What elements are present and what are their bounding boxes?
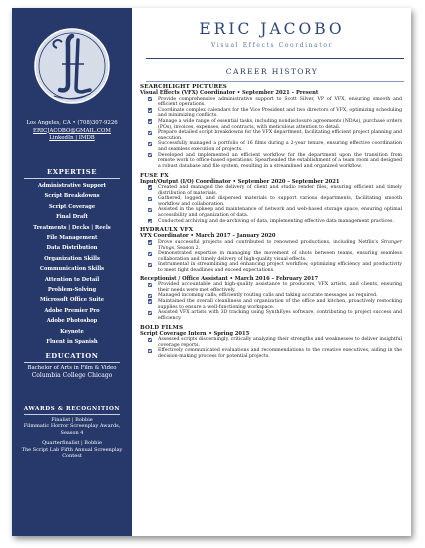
checkbox-bullet-icon (148, 119, 152, 123)
degree: Bachelor of Arts in Film & Video (27, 365, 117, 371)
checkbox-bullet-icon (148, 338, 152, 342)
career-heading: CAREER HISTORY (225, 67, 319, 76)
divider (24, 414, 120, 415)
responsibility-item: Coordinate complex calendars for the Vice President and two directors of VFX, optimizing scheduling and minimizing conflicts. (140, 108, 402, 119)
responsibility-item: Provided accountable and high-quality assistance to producers, VFX artists, and clients, ensuring their needs were met effectively. (140, 282, 402, 293)
checkbox-bullet-icon (148, 219, 152, 223)
job-role: Input/Output (I/O) Coordinator • September 2020 – September 2021 (140, 178, 340, 185)
checkbox-bullet-icon (148, 153, 152, 157)
monogram-logo (32, 26, 112, 106)
skill-item: Organization Skills (44, 255, 100, 262)
candidate-title: Visual Effects Coordinator (211, 42, 333, 49)
checkbox-bullet-icon (148, 283, 152, 287)
resume-page (12, 8, 411, 536)
expertise-section (12, 168, 132, 348)
jobs-list (140, 84, 402, 360)
awards-section (12, 406, 132, 459)
job-role: Visual Effects (VFX) Coordinator • September 2021 – Present (140, 90, 319, 96)
location-phone: Los Angeles, CA • (708)307-9226 (26, 120, 118, 126)
responsibility-item: Assisted VFX artists with 3D tracking using SynthEyes software, contributing to project success and efficiency. (140, 310, 402, 321)
skill-item: Administrative Support (37, 183, 107, 189)
skill-item: Adobe Premier Pro (44, 307, 100, 314)
skill-item: Communication Skills (39, 266, 105, 273)
responsibility-item: Assessed scripts discerningly, critically analyzing their strengths and weaknesses to deliver insightful coverage reports. (140, 337, 402, 348)
job-role: Receptionist / Office Assistant • March 2016 – February 2017 (140, 275, 319, 282)
responsibility-item: Developed and implemented an efficient workflow for the department upon the transition from remote work to office-based operations. Spearheaded the establishment of a team room and designed a robust database and file system, resulting in a streamlined and organized workflow. (140, 153, 402, 170)
company-name: BOLD FILMS (140, 324, 184, 331)
skill-item: Keynote (60, 328, 84, 335)
company-name: SEARCHLIGHT PICTURES (140, 84, 228, 90)
candidate-name: ERIC JACOBO (199, 20, 345, 38)
award-line: Finalist | Bobbie (51, 417, 93, 423)
responsibility-item: Successfully managed a portfolio of 16 films during a 2-year tenure, ensuring effective coordination and seamless execution of projects. (140, 141, 402, 152)
divider (24, 362, 120, 363)
skill-item: Treatments | Decks | Reels (33, 224, 111, 231)
checkbox-bullet-icon (148, 108, 152, 112)
checkbox-bullet-icon (148, 349, 152, 353)
responsibility-item: Demonstrated expertise in managing the movement of shots between teams, ensuring seamless collaboration and timely delivery of high-quality visual effects. (140, 251, 402, 262)
sidebar (12, 8, 132, 536)
checkbox-bullet-icon (148, 294, 152, 298)
responsibility-list (140, 185, 402, 224)
award-line: The Script Lab Fifth Annual Screenplay (21, 446, 123, 453)
skill-item: Adobe Photoshop (46, 318, 98, 325)
school: Columbia College Chicago (31, 372, 113, 380)
company-name: FUSE FX (140, 172, 169, 179)
responsibility-item: Drove successful projects and contributed to renowned productions, including Netflix's Stranger Things, Season 2. (140, 240, 402, 251)
career-rule (146, 81, 404, 82)
checkbox-bullet-icon (148, 97, 152, 101)
company-name: HYDRAULX VFX (140, 227, 194, 234)
skill-item: Script Breakdowns (44, 193, 100, 200)
responsibility-item: Provide comprehensive administrative support to Scott Silver, VP of VFX, ensuring smooth and efficient operations. (140, 97, 402, 108)
checkbox-bullet-icon (148, 311, 152, 315)
checkbox-bullet-icon (148, 185, 152, 189)
checkbox-bullet-icon (148, 240, 152, 244)
skill-item: Microsoft Office Suite (39, 297, 105, 304)
divider (24, 178, 120, 179)
education-section (12, 352, 132, 379)
responsibility-item: Maintained the overall cleanliness and organization of the office and kitchen, proactively restocking supplies to ensure a well-functioning workspace. (140, 299, 402, 310)
skill-item: Fluent in Spanish (46, 339, 98, 346)
skill-item: Script Coverage (48, 203, 96, 210)
responsibility-list (140, 240, 402, 274)
award-line: Contest (62, 453, 82, 460)
profile-links[interactable]: LinkedIn | IMDB (49, 135, 95, 142)
email-link[interactable]: ERICJACOBO@GMAIL.COM (33, 127, 111, 134)
responsibility-list (140, 337, 402, 359)
checkbox-bullet-icon (148, 263, 152, 267)
responsibility-item: Gathered, logged, and dispersed materials to support various departments, facilitating smooth workflow and collaboration. (140, 196, 402, 207)
header-rule (146, 58, 404, 59)
job-role: Script Coverage Intern • Spring 2015 (140, 330, 250, 337)
responsibility-item: Effectively communicated evaluations and recommendations to the creative executives, aiding in the decision-making process for potential projects. (140, 348, 402, 359)
responsibility-item: Managed incoming calls, efficiently routing calls and taking accurate messages as required. (140, 293, 402, 299)
checkbox-bullet-icon (148, 299, 152, 303)
checkbox-bullet-icon (148, 142, 152, 146)
responsibility-item: Conducted archiving and de-archiving of data, implementing effective data management practices. (140, 219, 402, 225)
responsibility-item: Assisted in the upkeep and maintenance of network and web-based storage space, ensuring optimal accessibility and organization of data. (140, 207, 402, 218)
checkbox-bullet-icon (148, 252, 152, 256)
skill-item: Problem-Solving (47, 287, 97, 294)
award-line: Filmmatic Horror Screenplay Awards, (23, 423, 121, 430)
responsibility-item: Prepare detailed script breakdowns for the VFX department, facilitating efficient project planning and execution. (140, 130, 402, 141)
skill-item: File Management (46, 235, 98, 242)
awards-heading: AWARDS & RECOGNITION (23, 406, 121, 412)
education-heading: EDUCATION (45, 352, 99, 360)
responsibility-list (140, 97, 402, 170)
responsibility-list (140, 282, 402, 321)
expertise-heading: EXPERTISE (46, 168, 97, 176)
skill-item: Data Distribution (46, 245, 98, 252)
checkbox-bullet-icon (148, 131, 152, 135)
skill-item: Final Draft (56, 214, 88, 221)
responsibility-item: Instrumental in streamlining and enhancing project workflow, optimizing efficiency and productivity to meet tight deadlines and exceed expectations. (140, 262, 402, 273)
responsibility-item: Created and managed the delivery of client and studio render files, ensuring efficient and timely distribution of materials. (140, 185, 402, 196)
checkbox-bullet-icon (148, 208, 152, 212)
job-role: VFX Coordinator • March 2017 – January 2020 (140, 233, 276, 240)
award-line: Quarterfinalist | Bobbie (42, 440, 102, 447)
checkbox-bullet-icon (148, 197, 152, 201)
responsibility-item: Manage a wide range of essential tasks, including nondisclosure agreements (NDAs), purchase orders (POs), invoices, expenses, and contracts, with meticulous attention to detail. (140, 119, 402, 130)
award-line: Season 4 (60, 429, 84, 436)
main-content (140, 8, 404, 536)
contact-block (12, 120, 132, 143)
skill-item: Attention to Detail (44, 276, 100, 283)
